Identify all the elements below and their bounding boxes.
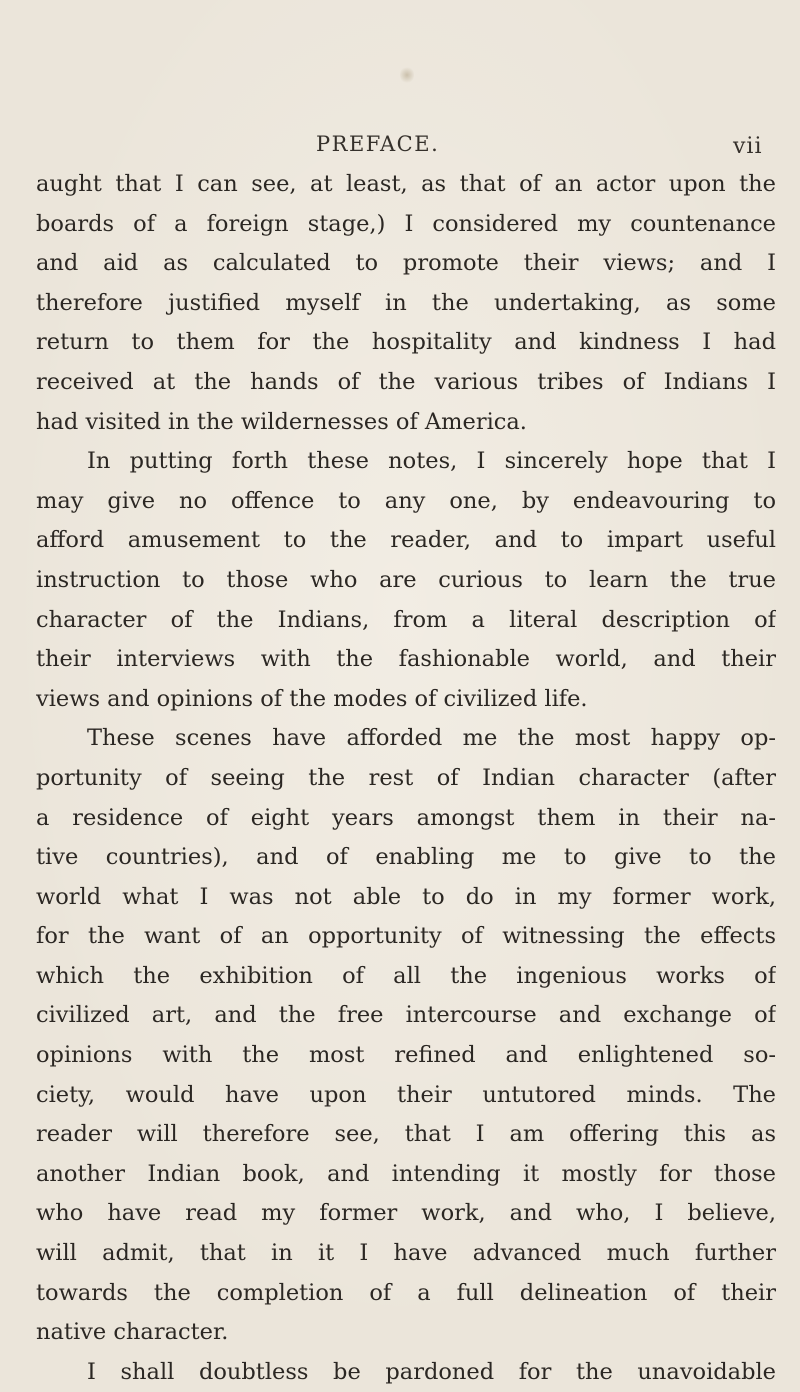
text-line: for the want of an opportunity of witnessing the effects bbox=[36, 923, 776, 950]
text-line: aught that I can see, at least, as that of an actor upon the bbox=[36, 171, 776, 197]
paragraph-start-line: These scenes have afforded me the most happy op- bbox=[87, 725, 776, 752]
text-line: who have read my former work, and who, I believe, bbox=[36, 1200, 776, 1227]
text-line: character of the Indians, from a literal description of bbox=[36, 606, 776, 633]
text-line: may give no offence to any one, by endeavouring to bbox=[36, 487, 776, 514]
text-line: towards the completion of a full delineation of their bbox=[36, 1279, 776, 1306]
text-line: ciety, would have upon their untutored minds. The bbox=[36, 1081, 776, 1108]
body-text bbox=[36, 165, 776, 1392]
paragraph-start-line: In putting forth these notes, I sincerely hope that I bbox=[87, 448, 776, 475]
text-line: tive countries), and of enabling me to give to the bbox=[36, 844, 776, 871]
text-line: therefore justified myself in the undertaking, as some bbox=[36, 289, 776, 316]
text-line: their interviews with the fashionable world, and their bbox=[36, 646, 776, 673]
text-line: a residence of eight years amongst them in their na- bbox=[36, 804, 776, 831]
text-line: boards of a foreign stage,) I considered my countenance bbox=[36, 210, 776, 237]
text-line: will admit, that in it I have advanced much further bbox=[36, 1240, 776, 1267]
text-line: afford amusement to the reader, and to impart useful bbox=[36, 527, 776, 554]
text-line: reader will therefore see, that I am offering this as bbox=[36, 1121, 776, 1148]
page-header bbox=[0, 132, 800, 162]
text-line: opinions with the most refined and enlightened so- bbox=[36, 1042, 776, 1069]
text-line: instruction to those who are curious to learn the true bbox=[36, 566, 776, 593]
paragraph-start-line: I shall doubtless be pardoned for the unavoidable bbox=[87, 1358, 776, 1385]
text-line: views and opinions of the modes of civilized life. bbox=[36, 685, 588, 712]
text-line: and aid as calculated to promote their views; and I bbox=[36, 250, 776, 277]
text-line: civilized art, and the free intercourse and exchange of bbox=[36, 1002, 776, 1029]
text-line: world what I was not able to do in my former work, bbox=[36, 883, 776, 910]
running-head: PREFACE. bbox=[316, 132, 440, 156]
text-line: had visited in the wildernesses of America. bbox=[36, 408, 527, 435]
text-line: received at the hands of the various tribes of Indians I bbox=[36, 368, 776, 395]
page-number: vii bbox=[733, 134, 763, 159]
text-line: portunity of seeing the rest of Indian character (after bbox=[36, 764, 776, 791]
paper-speck bbox=[400, 66, 414, 84]
text-line: another Indian book, and intending it mostly for those bbox=[36, 1160, 776, 1187]
text-line: return to them for the hospitality and kindness I had bbox=[36, 329, 776, 356]
text-line: native character. bbox=[36, 1319, 229, 1346]
text-line: which the exhibition of all the ingenious works of bbox=[36, 962, 776, 989]
